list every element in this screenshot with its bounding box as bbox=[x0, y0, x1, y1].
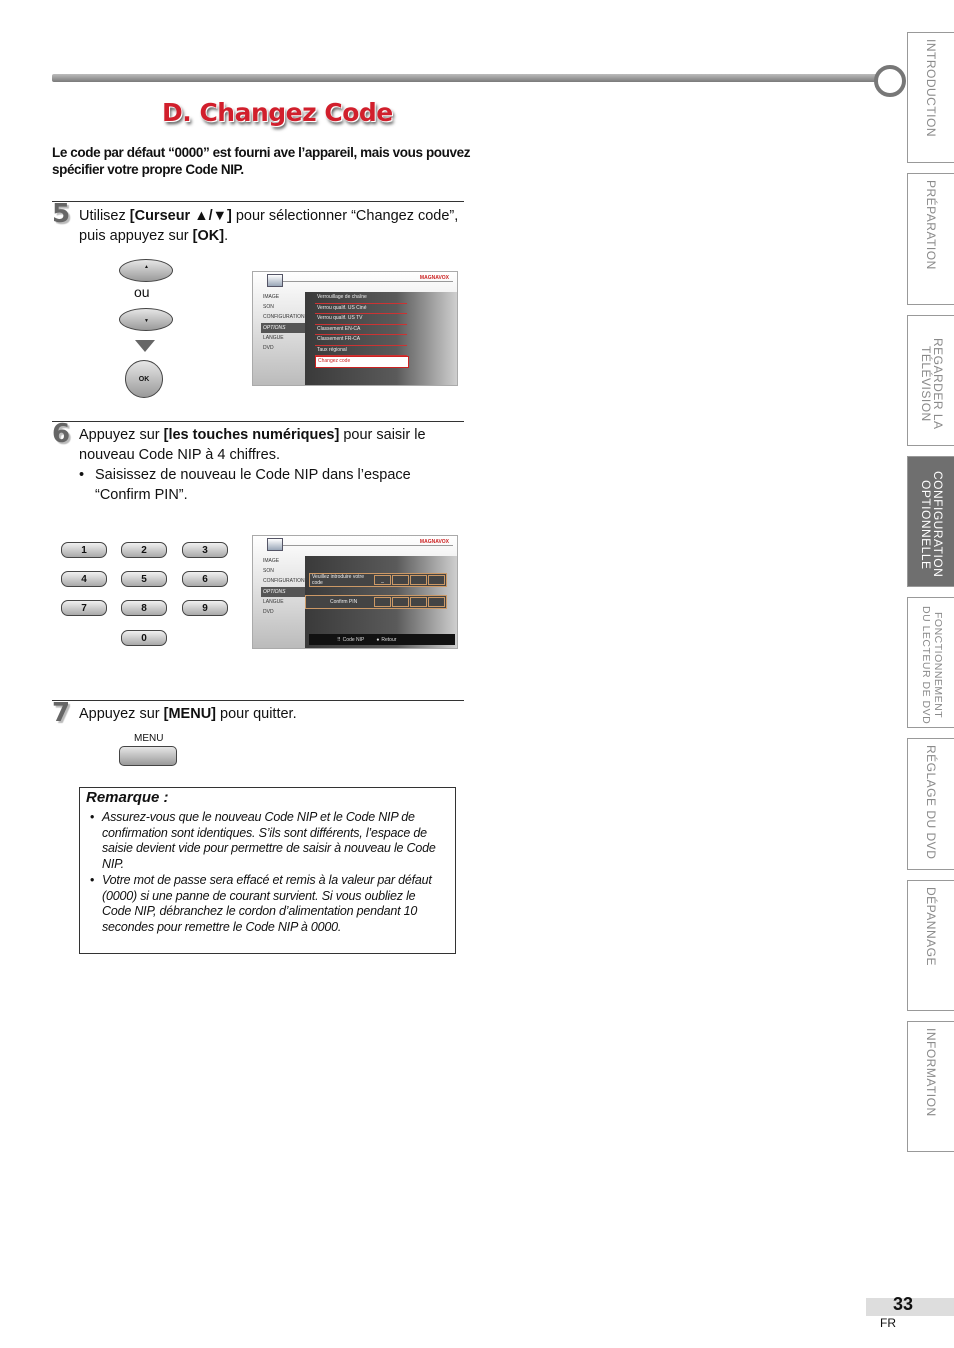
tab-fonctionnement-lecteur-dvd[interactable] bbox=[907, 597, 954, 728]
footer-back-label: Retour bbox=[381, 636, 397, 643]
tv-icon bbox=[267, 538, 283, 551]
main-menu bbox=[261, 556, 305, 617]
brand-logo: MAGNAVOX bbox=[419, 275, 449, 281]
submenu-item[interactable]: Classement FR-CA bbox=[315, 335, 407, 346]
step-number: 7 bbox=[52, 698, 71, 728]
tab-label: INFORMATION bbox=[924, 1028, 938, 1117]
tab-label: FONCTIONNEMENT DU LECTEUR DE DVD bbox=[920, 606, 944, 725]
number-key[interactable]: 1 bbox=[61, 542, 107, 558]
menu-item[interactable]: CONFIGURATION bbox=[263, 314, 305, 321]
number-key[interactable]: 4 bbox=[61, 571, 107, 587]
submenu-list bbox=[315, 293, 409, 368]
confirm-pin-field[interactable] bbox=[305, 595, 447, 609]
number-key[interactable]: 3 bbox=[182, 542, 228, 558]
note-box bbox=[79, 787, 456, 954]
menu-item[interactable]: LANGUE bbox=[263, 598, 284, 605]
number-key[interactable]: 6 bbox=[182, 571, 228, 587]
tab-label: REGARDER LA TÉLÉVISION bbox=[919, 337, 945, 430]
number-key[interactable]: 7 bbox=[61, 600, 107, 616]
step-text-part: pour saisir le nouveau Code NIP à 4 chiffres. bbox=[79, 427, 426, 463]
cursor-up-button[interactable] bbox=[119, 259, 173, 282]
note-list bbox=[80, 810, 455, 936]
tv-screen-pin-entry bbox=[252, 535, 458, 649]
tab-regarder-la-television[interactable] bbox=[907, 315, 954, 446]
tab-preparation[interactable] bbox=[907, 173, 954, 305]
step-6-text bbox=[79, 425, 459, 465]
step-divider bbox=[52, 421, 464, 422]
tab-depannage[interactable] bbox=[907, 880, 954, 1011]
page-number: 33 bbox=[893, 1294, 914, 1314]
number-key[interactable]: 8 bbox=[121, 600, 167, 616]
submenu-item[interactable]: Taux régional bbox=[315, 346, 407, 357]
header-circle-ornament bbox=[874, 65, 906, 97]
submenu-item[interactable]: Verrou qualif. US Ciné bbox=[315, 304, 407, 315]
pin-cell: _ bbox=[374, 575, 391, 585]
confirm-pin-label: Confirm PIN bbox=[330, 599, 358, 605]
step-number: 5 bbox=[52, 199, 71, 229]
arrow-up-icon: ▲ bbox=[144, 264, 149, 270]
menu-item[interactable]: CONFIGURATION bbox=[263, 578, 305, 585]
screen-divider bbox=[283, 545, 453, 546]
number-key[interactable]: 9 bbox=[182, 600, 228, 616]
step-divider bbox=[52, 700, 464, 701]
or-label: ou bbox=[134, 284, 150, 300]
bullet-dot: • bbox=[79, 467, 85, 483]
section-title: D. Changez Code bbox=[162, 98, 393, 127]
screen-footer bbox=[309, 634, 455, 645]
pin-prompt-label: Veuillez introduire votre code bbox=[312, 574, 364, 586]
note-item: • Assurez-vous que le nouveau Code NIP et le Code NIP de confirmation sont identiques. S’ils sont différents, l’espace de saisie devient vide pour permettre de saisir à nouveau le Code NIP. bbox=[102, 810, 447, 873]
number-key[interactable]: 0 bbox=[121, 630, 167, 646]
step-text-part: pour sélectionner “Changez code”, puis appuyez sur bbox=[79, 208, 459, 244]
submenu-item[interactable]: Verrou qualif. US TV bbox=[315, 314, 407, 325]
menu-item[interactable]: SON bbox=[263, 304, 274, 311]
ok-button[interactable]: OK bbox=[125, 360, 163, 398]
submenu-item[interactable]: Classement EN-CA bbox=[315, 325, 407, 336]
menu-item[interactable]: IMAGE bbox=[263, 558, 280, 564]
pin-cell bbox=[428, 575, 445, 585]
language-code: FR bbox=[880, 1316, 896, 1330]
step-key-label: [Curseur ▲/▼] bbox=[129, 208, 232, 224]
step-6-bullet: Saisissez de nouveau le Code NIP dans l’espace “Confirm PIN”. bbox=[95, 467, 411, 503]
tab-label: RÉGLAGE DU DVD bbox=[924, 745, 938, 860]
arrow-down-icon: ▼ bbox=[144, 318, 149, 324]
tab-information[interactable] bbox=[907, 1021, 954, 1152]
pin-cell bbox=[392, 597, 409, 607]
pin-cells bbox=[374, 575, 446, 585]
pin-cell bbox=[374, 597, 391, 607]
menu-item[interactable]: DVD bbox=[263, 609, 274, 616]
brand-logo: MAGNAVOX bbox=[419, 539, 449, 545]
new-pin-field[interactable] bbox=[309, 573, 447, 587]
screen-divider bbox=[283, 281, 453, 282]
step-text-part: Appuyez sur bbox=[79, 706, 164, 722]
intro-text: Le code par défaut “0000” est fourni ave l’appareil, mais vous pouvez spécifier votre propre Code NIP. bbox=[52, 145, 471, 177]
pin-cell bbox=[410, 575, 427, 585]
step-key-label: [MENU] bbox=[163, 706, 216, 722]
menu-item[interactable]: SON bbox=[263, 568, 274, 575]
menu-item[interactable]: LANGUE bbox=[263, 334, 284, 341]
step-text-part: pour quitter. bbox=[216, 706, 297, 722]
keypad-icon: ⠿ bbox=[337, 636, 341, 643]
note-item: • Votre mot de passe sera effacé et remis à la valeur par défaut (0000) si une panne de courant survient. Si vous oubliez le Code NIP, débranchez le cordon d’alimentation pendant 10 secondes pour remettre le Code NIP à 0000. bbox=[102, 873, 447, 936]
tab-label: INTRODUCTION bbox=[924, 39, 938, 137]
menu-button-label: MENU bbox=[134, 733, 164, 744]
step-text-part: Utilisez bbox=[79, 208, 130, 224]
menu-button[interactable] bbox=[119, 746, 177, 766]
step-7-text bbox=[79, 704, 459, 724]
menu-item[interactable]: DVD bbox=[263, 345, 274, 352]
header-bar bbox=[52, 74, 882, 82]
note-title: Remarque : bbox=[86, 789, 169, 806]
footer-pin-label: Code NIP bbox=[342, 636, 365, 643]
tab-label: DÉPANNAGE bbox=[924, 887, 938, 966]
submenu-item-highlighted[interactable]: Changez code bbox=[315, 356, 409, 368]
pin-cell bbox=[428, 597, 445, 607]
submenu-item[interactable]: Verrouillage de chaîne bbox=[315, 293, 407, 304]
step-key-label: [les touches numériques] bbox=[163, 427, 340, 443]
pin-cell bbox=[392, 575, 409, 585]
number-key[interactable]: 2 bbox=[121, 542, 167, 558]
step-divider bbox=[52, 201, 464, 202]
cursor-down-button[interactable] bbox=[119, 308, 173, 331]
pin-cells bbox=[374, 597, 446, 607]
main-menu bbox=[261, 292, 305, 353]
tab-label: PRÉPARATION bbox=[924, 180, 938, 270]
menu-item-selected[interactable]: OPTIONS bbox=[261, 323, 305, 333]
menu-item[interactable]: IMAGE bbox=[263, 294, 280, 300]
step-number: 6 bbox=[52, 419, 71, 449]
menu-item-selected[interactable]: OPTIONS bbox=[261, 587, 305, 597]
back-icon: ● bbox=[376, 636, 380, 643]
step-text-part: Appuyez sur bbox=[79, 427, 164, 443]
tab-introduction[interactable] bbox=[907, 32, 954, 163]
tv-icon bbox=[267, 274, 283, 287]
step-key-label: [OK] bbox=[192, 228, 225, 244]
tab-configuration-optionnelle[interactable] bbox=[907, 456, 954, 587]
arrow-down-icon bbox=[135, 340, 155, 352]
pin-cell bbox=[410, 597, 427, 607]
number-key[interactable]: 5 bbox=[121, 571, 167, 587]
tab-label: CONFIGURATION OPTIONNELLE bbox=[919, 471, 945, 578]
step-text-part: . bbox=[224, 228, 229, 244]
tv-screen-options-menu bbox=[252, 271, 458, 386]
tab-reglage-du-dvd[interactable] bbox=[907, 738, 954, 870]
step-5-text bbox=[79, 206, 459, 246]
